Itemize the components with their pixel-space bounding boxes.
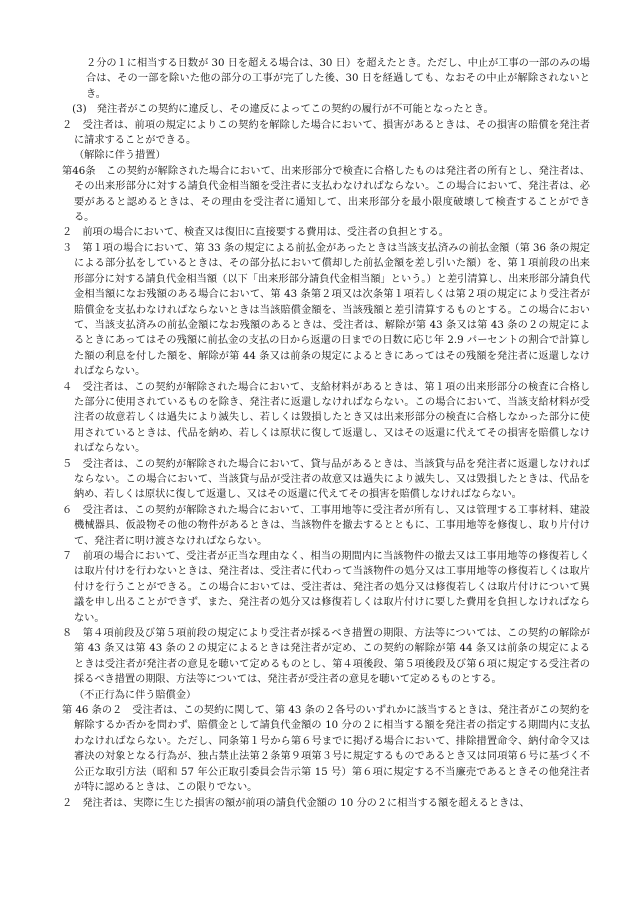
article-46-p8: ８ 第４項前段及び第５項前段の規定により受注者が採るべき措置の期限、方法等については、この契約の解除が第 43 条又は第 43 条の２の規定によるときは発注者が定め、この契約の解除が第 44 条又は前条の規定によるときは受注者が発注者の意見を聴いて定めるものとし、第４項後段、第５項後段及び第６項に規定する受注者の採るべき措置の期限、方法等については、発注者が受注者の意見を聴いて定めるものとする。 (62, 628, 590, 686)
paragraph-2: ２ 受注者は、前項の規定によりこの契約を解除した場合において、損害があるときは、その損害の賠償を発注者に請求することができる。 (62, 119, 590, 147)
article-46-p4: ４ 受注者は、この契約が解除された場合において、支給材料があるときは、第１項の出来形部分の検査に合格した部分に使用されているものを除き、発注者に返還しなければならない。この場合において、当該支給材料が受注者の故意若しくは過失により滅失し、若しくは毀損したとき又は出来形部分の検査に合格しなかった部分に使用されているときは、代品を納め、若しくは原状に復して返還し、又はその返還に代えてその損害を賠償しなければならない。 (62, 381, 590, 455)
heading-art46: （解除に伴う措置） (74, 150, 166, 162)
article-46-2-p2: ２ 発注者は、実際に生じた損害の額が前項の請負代金額の 10 分の２に相当する額を超えるときは、 (62, 797, 530, 809)
item-3: (3) 発注者がこの契約に違反し、その違反によってこの契約の履行が不可能となったとき。 (62, 104, 494, 116)
article-46-p3: ３ 第１項の場合において、第 33 条の規定による前払金があったときは当該支払済みの前払金額（第 36 条の規定による部分払をしているときは、その部分払において償却した前払金額を差し引いた額）を、第１項前段の出来形部分に対する請負代金相当額（以下「出来形部分請負代金相当額」という。）と差引清算し、出来形部分請負代金相当額になお残額のある場合において、第 43 条第２項又は次条第１項若しくは第２項の規定により受注者が賠償金を支払わなければならないときは当該賠償金額を、当該残額と差引清算するものとする。この場合において、当該支払済みの前払金額になお残額のあるときは、受注者は、解除が第 43 条又は第 43 条の２の規定によるときにあってはその残額に前払金の支払の日から返還の日までの日数に応じ年 2.9 パーセントの割合で計算した額の利息を付した額を、解除が第 44 条又は前条の規定によるときにあってはその残額を発注者に返還しなければならない。 (62, 242, 590, 378)
article-46-p6: ６ 受注者は、この契約が解除された場合において、工事用地等に受注者が所有し、又は管理する工事材料、建設機械器具、仮設物その他の物件があるときは、当該物件を撤去するとともに、工事用地等を修復し、取り片付けて、発注者に明け渡さなければならない。 (62, 504, 590, 547)
heading-art46-2: （不正行為に伴う賠償金） (74, 689, 197, 701)
article-46: 第46条 この契約が解除された場合において、出来形部分で検査に合格したものは発注者の所有とし、発注者は、その出来形部分に対する請負代金相当額を受注者に支払わなければならない。この場合において、発注者は、必要があると認めるときは、その理由を受注者に通知して、出来形部分を最小限度破壊して検査することができる。 (62, 165, 590, 224)
article-46-2: 第 46 条の２ 受注者は、この契約に関して、第 43 条の２各号のいずれかに該当するときは、発注者がこの契約を解除するか否かを問わず、賠償金として請負代金額の 10 分の２に相当する額を発注者の指定する期間内に支払わなければならない。ただし、同条第１号から第６号までに掲げる場合において、排除措置命令、納付命令又は審決の対象となる行為が、独占禁止法第２条第９項第３号に規定するものであるとき又は同項第６号に基づく不公正な取引方法（昭和 57 年公正取引委員会告示第 15 号）第６項に規定する不当廉売であるときその他発注者が特に認めるときは、この限りでない。 (62, 705, 590, 794)
continuation-item-2: ２分の１に相当する日数が 30 日を超える場合は、30 日）を超えたとき。ただし、中止が工事の一部のみの場合は、その一部を除いた他の部分の工事が完了した後、30 日を経過しても、なおその中止が解除されないとき。 (86, 58, 590, 100)
article-46-p2: ２ 前項の場合において、検査又は復旧に直接要する費用は、受注者の負担とする。 (62, 227, 449, 239)
article-46-p7: ７ 前項の場合において、受注者が正当な理由なく、相当の期間内に当該物件の撤去又は工事用地等の修復若しくは取片付けを行わないときは、発注者は、受注者に代わって当該物件の処分又は工事用地等の修復若しくは取片付けを行うことができる。この場合においては、受注者は、発注者の処分又は修復若しくは取片付けについて異議を申し出ることができず、また、発注者の処分又は修復若しくは取片付けに要した費用を負担しなければならない。 (62, 551, 590, 624)
article-46-p5: ５ 受注者は、この契約が解除された場合において、貸与品があるときは、当該貸与品を発注者に返還しなければならない。この場合において、当該貸与品が受注者の故意又は過失により滅失し、又は毀損したときは、代品を納め、若しくは原状に復して返還し、又はその返還に代えてその損害を賠償しなければならない。 (62, 458, 590, 501)
